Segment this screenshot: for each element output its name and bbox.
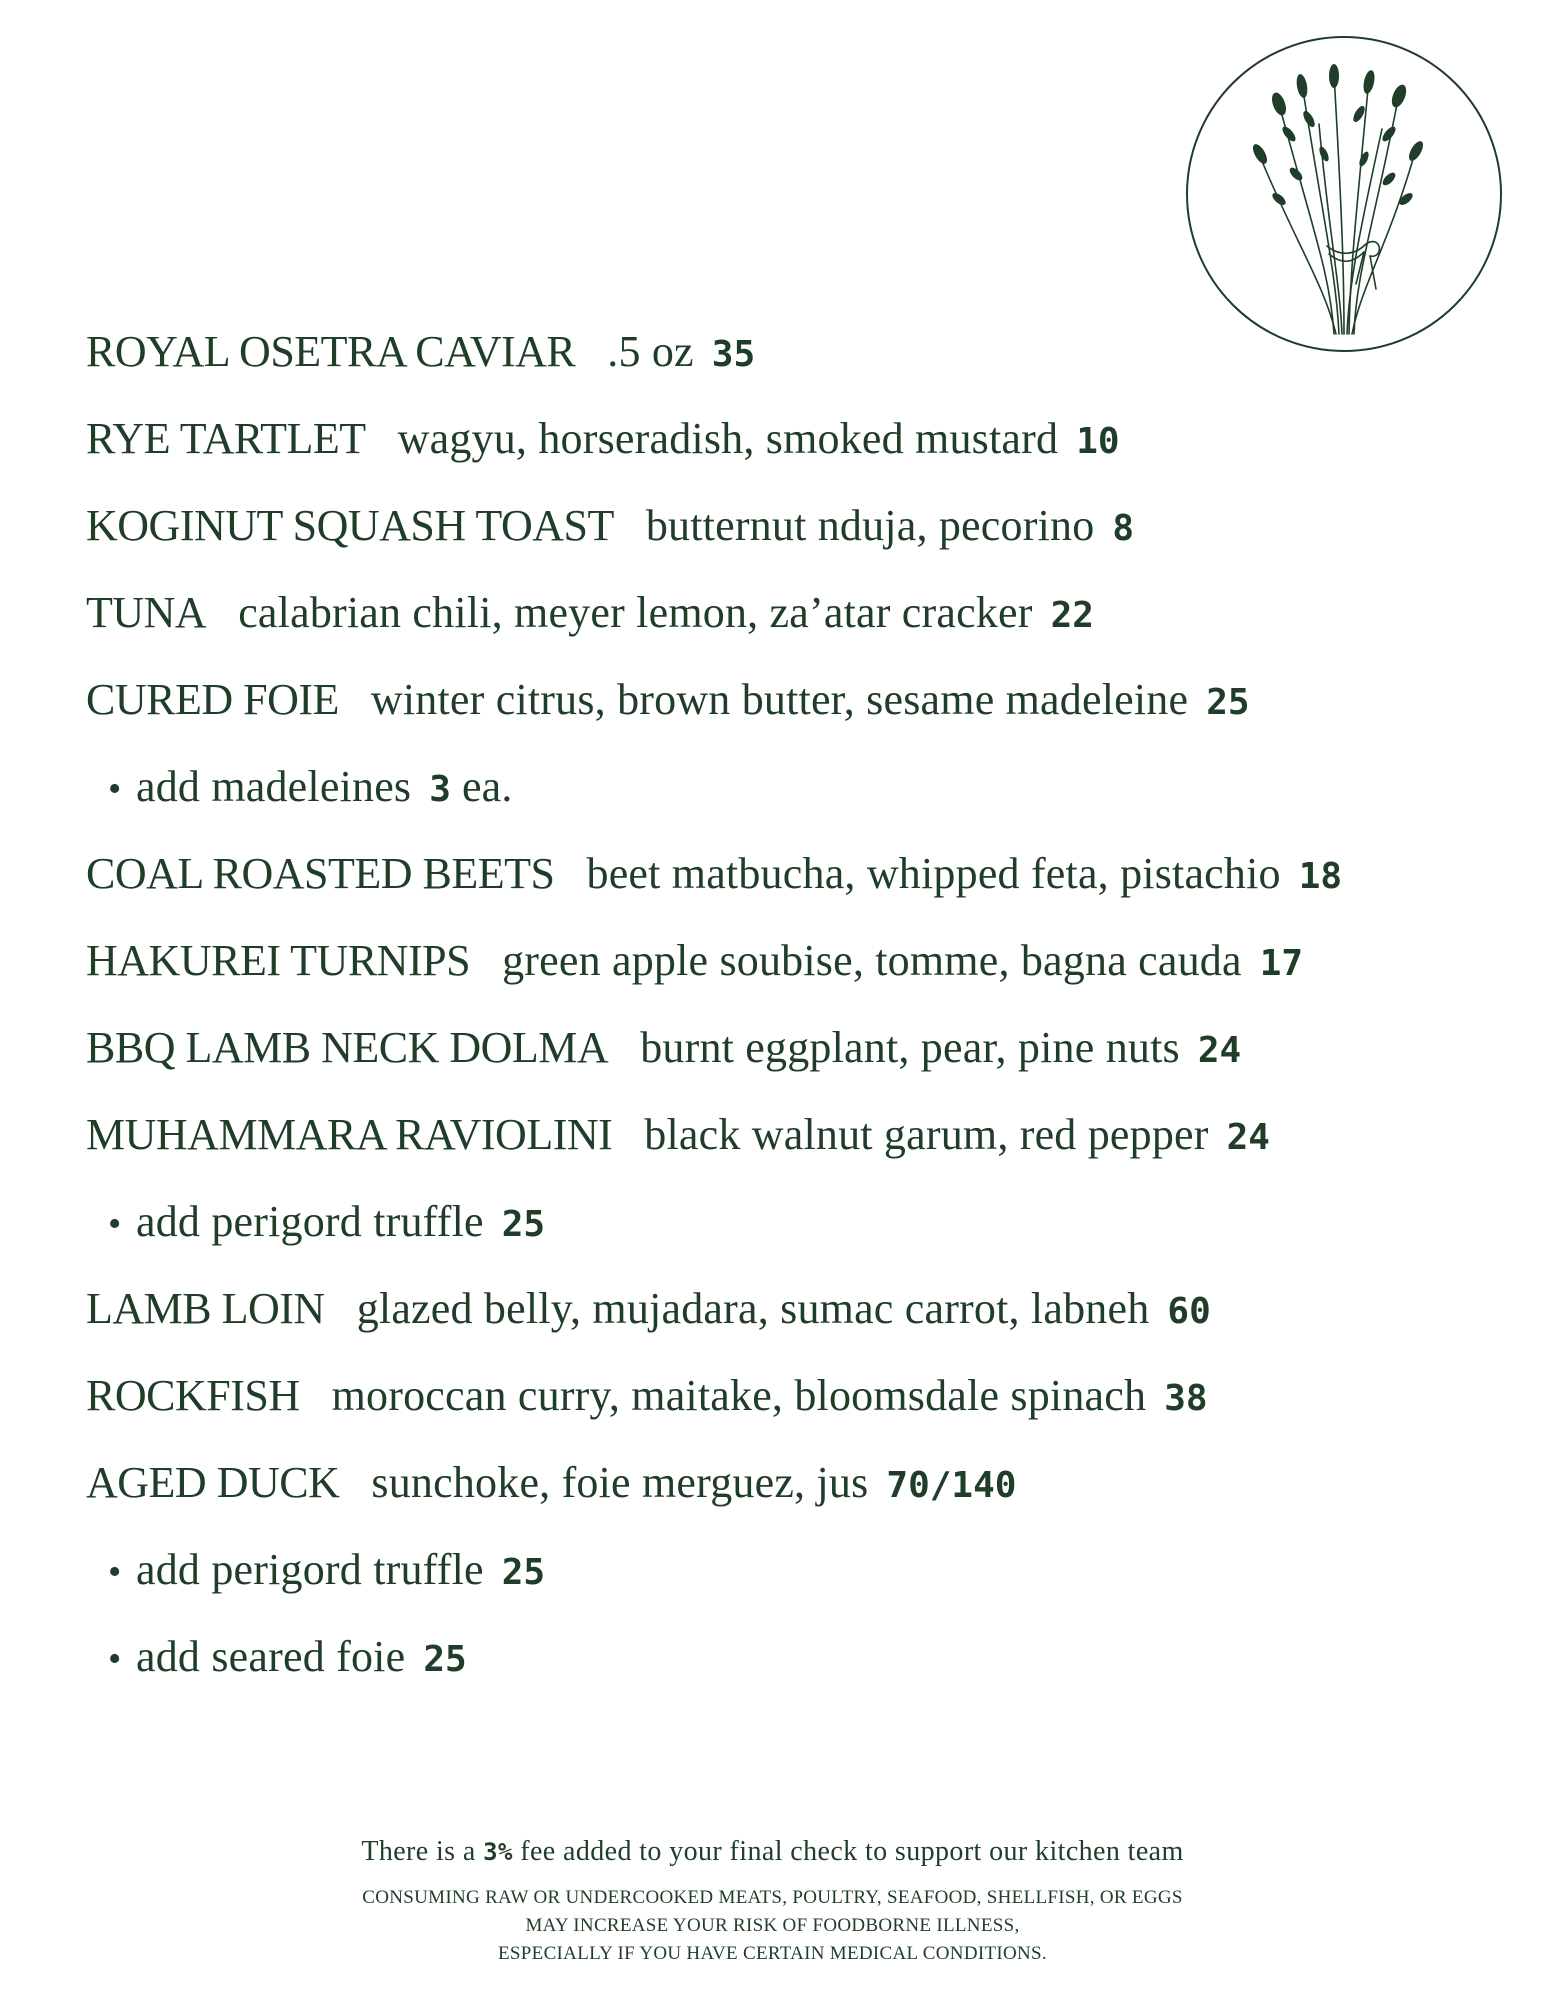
- bullet-icon: •: [108, 1551, 122, 1593]
- dish-name: RYE TARTLET: [86, 414, 366, 463]
- food-safety-warning: [0, 1884, 1545, 1968]
- dish-description: calabrian chili, meyer lemon, za’atar cracker: [238, 588, 1033, 637]
- dish-name: KOGINUT SQUASH TOAST: [86, 501, 614, 550]
- dish-name: MUHAMMARA RAVIOLINI: [86, 1110, 613, 1159]
- dish-price: 24: [1197, 1030, 1242, 1071]
- menu-item-row: [86, 1439, 1486, 1526]
- menu-item-row: [86, 830, 1486, 917]
- menu-item-row: [86, 917, 1486, 1004]
- warning-line: ESPECIALLY IF YOU HAVE CERTAIN MEDICAL CONDITIONS.: [498, 1943, 1047, 1964]
- menu-item-row: [86, 308, 1486, 395]
- addon-unit: ea.: [461, 762, 513, 811]
- dish-price: 38: [1164, 1378, 1208, 1419]
- dish-description: glazed belly, mujadara, sumac carrot, labneh: [356, 1284, 1150, 1333]
- dish-description: butternut nduja, pecorino: [645, 501, 1095, 550]
- dish-description: .5 oz: [607, 327, 694, 376]
- bullet-icon: •: [108, 768, 122, 810]
- menu-item-row: [86, 482, 1486, 569]
- menu-item-row: [86, 656, 1486, 743]
- dish-description: black walnut garum, red pepper: [644, 1110, 1209, 1159]
- addon-description: add perigord truffle: [136, 1197, 484, 1246]
- addon-price: 25: [423, 1639, 467, 1680]
- warning-line: MAY INCREASE YOUR RISK OF FOODBORNE ILLNESS,: [525, 1915, 1020, 1936]
- menu-addon-row: [86, 1526, 1486, 1613]
- dish-name: HAKUREI TURNIPS: [86, 936, 471, 985]
- menu-item-row: [86, 395, 1486, 482]
- dish-description: sunchoke, foie merguez, jus: [371, 1458, 869, 1507]
- dish-price: 17: [1259, 943, 1304, 984]
- menu-item-row: [86, 569, 1486, 656]
- dish-price: 70/140: [886, 1465, 1017, 1506]
- dish-price: 24: [1226, 1117, 1270, 1158]
- addon-price: 3: [429, 769, 451, 810]
- fee-text-start: There is a: [361, 1836, 476, 1867]
- dish-name: COAL ROASTED BEETS: [86, 849, 555, 898]
- menu-list: [86, 308, 1486, 1700]
- addon-description: add madeleines: [136, 762, 412, 811]
- kitchen-fee-notice: [0, 1836, 1545, 1868]
- dish-price: 18: [1298, 856, 1343, 897]
- dish-name: TUNA: [86, 588, 207, 637]
- menu-item-row: [86, 1265, 1486, 1352]
- bullet-icon: •: [108, 1203, 122, 1245]
- dish-name: ROYAL OSETRA CAVIAR: [86, 327, 576, 376]
- dish-price: 35: [711, 334, 756, 375]
- dish-name: BBQ LAMB NECK DOLMA: [86, 1023, 609, 1072]
- bullet-icon: •: [108, 1638, 122, 1680]
- dish-name: CURED FOIE: [86, 675, 339, 724]
- addon-description: add perigord truffle: [136, 1545, 484, 1594]
- addon-price: 25: [501, 1204, 546, 1245]
- dish-price: 22: [1050, 595, 1094, 636]
- dish-description: beet matbucha, whipped feta, pistachio: [586, 849, 1281, 898]
- addon-description: add seared foie: [136, 1632, 406, 1681]
- dish-description: winter citrus, brown butter, sesame madeleine: [370, 675, 1189, 724]
- herb-bundle-icon: [1184, 34, 1504, 354]
- dish-name: ROCKFISH: [86, 1371, 300, 1420]
- dish-name: LAMB LOIN: [86, 1284, 325, 1333]
- dish-name: AGED DUCK: [86, 1458, 340, 1507]
- dish-description: wagyu, horseradish, smoked mustard: [397, 414, 1059, 463]
- fee-text-end: fee added to your final check to support our kitchen team: [520, 1836, 1184, 1867]
- dish-price: 8: [1112, 508, 1135, 549]
- menu-addon-row: [86, 743, 1486, 830]
- menu-addon-row: [86, 1613, 1486, 1700]
- menu-addon-row: [86, 1178, 1486, 1265]
- dish-price: 60: [1167, 1291, 1211, 1332]
- fee-percentage: 3%: [483, 1838, 513, 1866]
- dish-description: burnt eggplant, pear, pine nuts: [640, 1023, 1180, 1072]
- warning-line: CONSUMING RAW OR UNDERCOOKED MEATS, POULTRY, SEAFOOD, SHELLFISH, OR EGGS: [362, 1887, 1183, 1908]
- dish-description: moroccan curry, maitake, bloomsdale spinach: [331, 1371, 1147, 1420]
- menu-item-row: [86, 1352, 1486, 1439]
- dish-price: 10: [1076, 421, 1120, 462]
- menu-item-row: [86, 1091, 1486, 1178]
- menu-item-row: [86, 1004, 1486, 1091]
- addon-price: 25: [501, 1552, 546, 1593]
- dish-price: 25: [1206, 682, 1250, 723]
- dish-description: green apple soubise, tomme, bagna cauda: [502, 936, 1242, 985]
